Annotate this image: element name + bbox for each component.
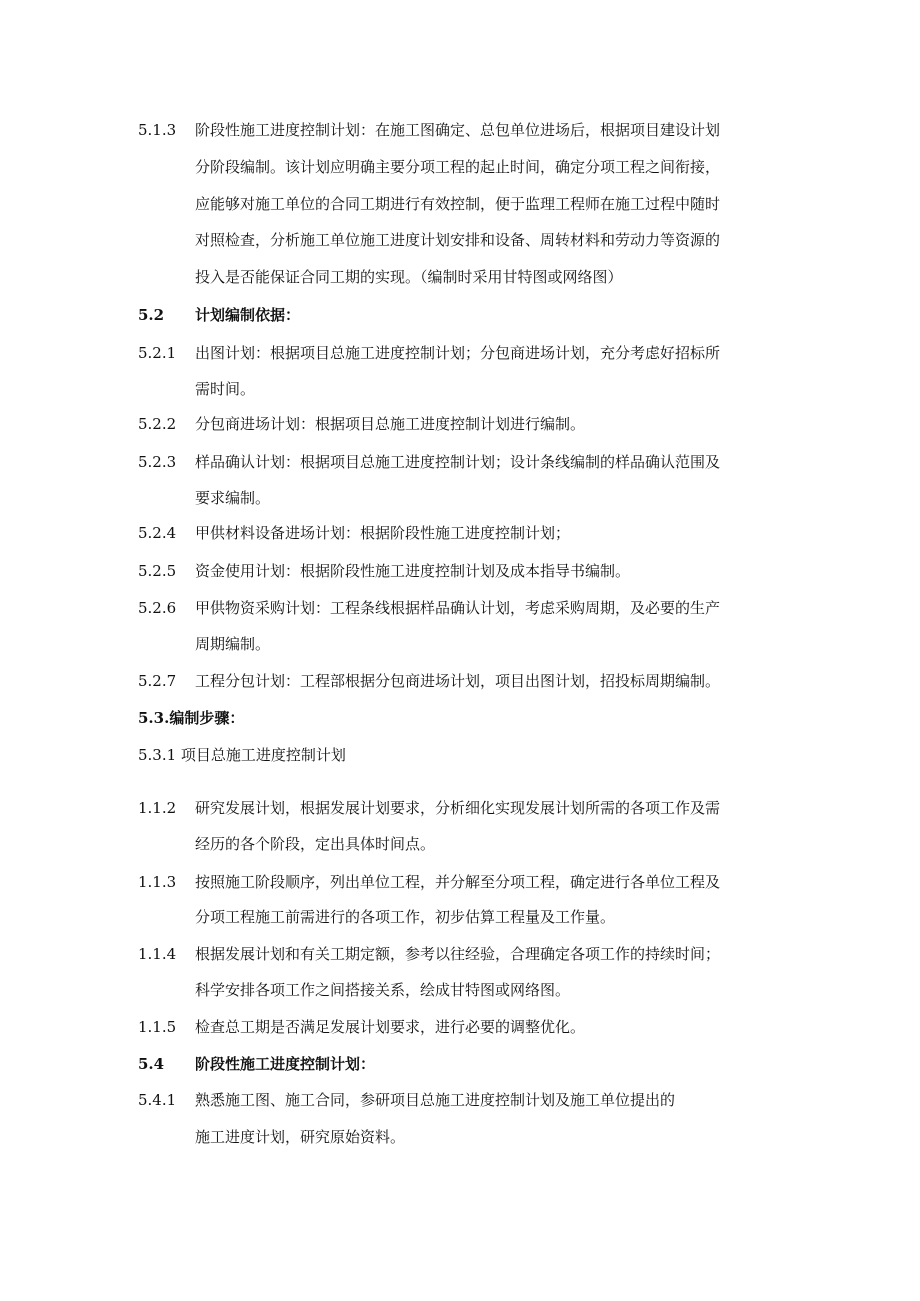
item-text: 甲供物资采购计划：工程条线根据样品确认计划，考虑采购周期，及必要的生产: [195, 599, 721, 617]
item-number: 5.2.6: [138, 599, 177, 617]
section-number: 5.2: [138, 306, 165, 324]
item-continuation: 应能够对施工单位的合同工期进行有效控制，便于监理工程师在施工过程中随时: [195, 195, 721, 213]
item-number: 5.1.3: [138, 121, 177, 139]
item-number: 5.2.2: [138, 415, 177, 433]
item-continuation: 要求编制。: [195, 489, 271, 507]
item-text: 出图计划：根据项目总施工进度控制计划；分包商进场计划，充分考虑好招标所: [195, 344, 721, 362]
item-number: 1.1.3: [138, 873, 177, 891]
item-continuation: 周期编制。: [195, 635, 271, 653]
item-number: 1.1.4: [138, 945, 177, 963]
section-title: 阶段性施工进度控制计划：: [195, 1055, 376, 1073]
item-text: 样品确认计划：根据项目总施工进度控制计划；设计条线编制的样品确认范围及: [195, 453, 721, 471]
item-text: 熟悉施工图、施工合同，参研项目总施工进度控制计划及施工单位提出的: [195, 1091, 676, 1109]
item-continuation: 施工进度计划，研究原始资料。: [195, 1128, 406, 1146]
subsection-title-5-3-1: 5.3.1 项目总施工进度控制计划: [138, 746, 346, 764]
item-continuation: 对照检查，分析施工单位施工进度计划安排和设备、周转材料和劳动力等资源的: [195, 231, 721, 249]
item-number: 1.1.2: [138, 799, 177, 817]
item-continuation: 需时间。: [195, 380, 256, 398]
item-text: 根据发展计划和有关工期定额，参考以往经验，合理确定各项工作的持续时间；: [195, 945, 721, 963]
item-text: 阶段性施工进度控制计划：在施工图确定、总包单位进场后，根据项目建设计划: [195, 121, 721, 139]
item-continuation: 投入是否能保证合同工期的实现。（编制时采用甘特图或网络图）: [195, 268, 623, 286]
item-text: 分包商进场计划：根据项目总施工进度控制计划进行编制。: [195, 415, 586, 433]
item-continuation: 分项工程施工前需进行的各项工作，初步估算工程量及工作量。: [195, 908, 616, 926]
item-text: 甲供材料设备进场计划：根据阶段性施工进度控制计划；: [195, 524, 571, 542]
item-number: 5.2.3: [138, 453, 177, 471]
section-title: 计划编制依据：: [195, 306, 301, 324]
item-text: 研究发展计划，根据发展计划要求，分析细化实现发展计划所需的各项工作及需: [195, 799, 721, 817]
item-text: 工程分包计划：工程部根据分包商进场计划，项目出图计划，招投标周期编制。: [195, 672, 721, 690]
item-text: 按照施工阶段顺序，列出单位工程，并分解至分项工程，确定进行各单位工程及: [195, 873, 721, 891]
item-continuation: 经历的各个阶段，定出具体时间点。: [195, 835, 436, 853]
item-number: 5.2.5: [138, 562, 177, 580]
section-heading-5-3: 5.3.编制步骤：: [138, 709, 245, 727]
item-number: 5.4.1: [138, 1091, 177, 1109]
item-text: 资金使用计划：根据阶段性施工进度控制计划及成本指导书编制。: [195, 562, 631, 580]
item-continuation: 科学安排各项工作之间搭接关系，绘成甘特图或网络图。: [195, 981, 571, 999]
item-continuation: 分阶段编制。该计划应明确主要分项工程的起止时间，确定分项工程之间衔接，: [195, 158, 721, 176]
item-number: 1.1.5: [138, 1018, 177, 1036]
item-number: 5.2.4: [138, 524, 177, 542]
item-number: 5.2.7: [138, 672, 177, 690]
item-text: 检查总工期是否满足发展计划要求，进行必要的调整优化。: [195, 1018, 586, 1036]
item-number: 5.2.1: [138, 344, 177, 362]
section-number: 5.4: [138, 1055, 165, 1073]
